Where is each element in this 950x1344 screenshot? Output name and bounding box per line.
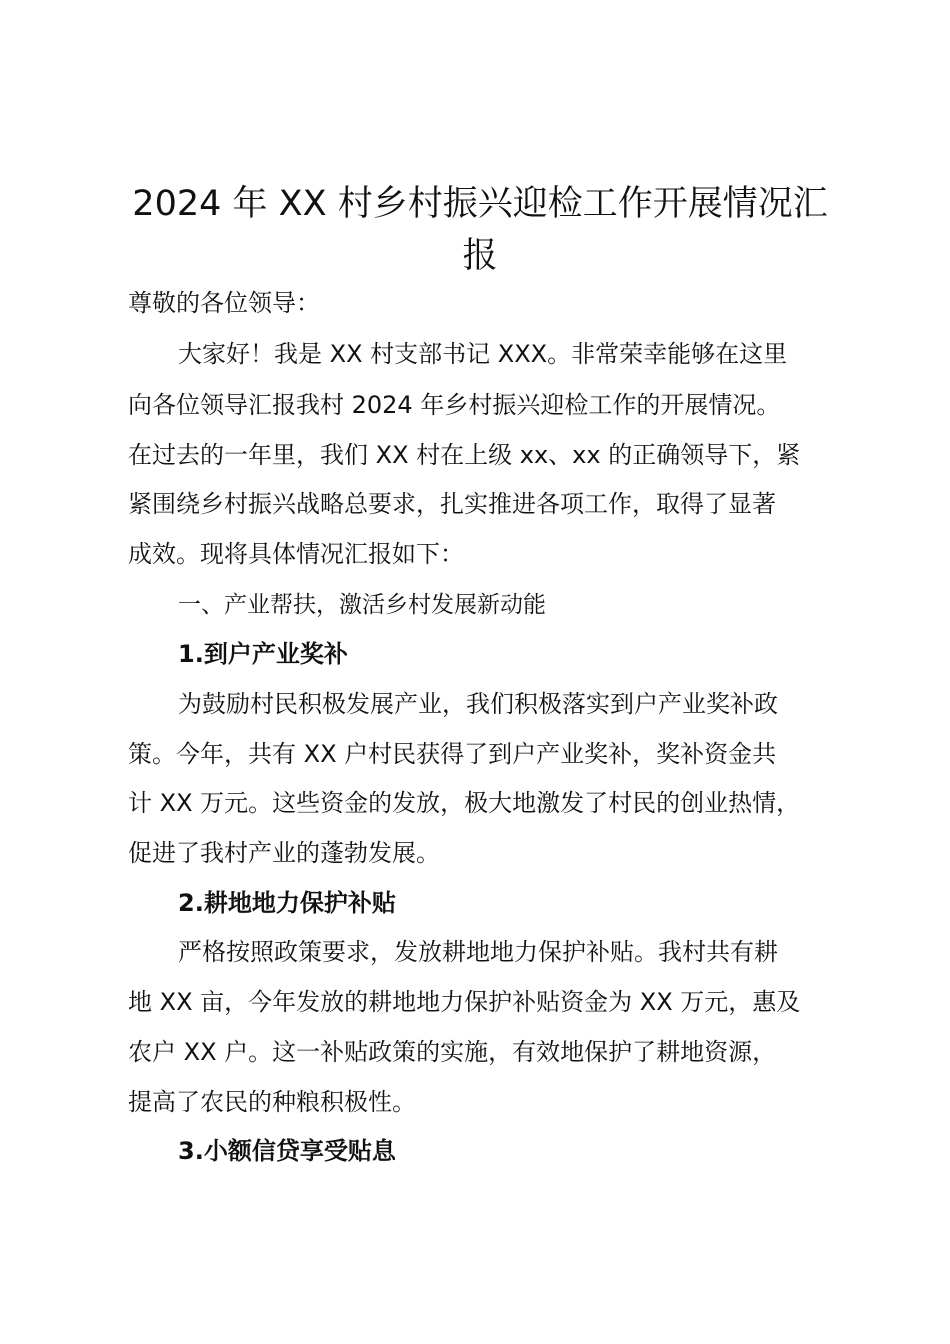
body-line: 策。今年，共有 XX 户村民获得了到户产业奖补，奖补资金共	[128, 740, 777, 768]
body-line: 促进了我村产业的蓬勃发展。	[128, 839, 440, 867]
intro-line: 向各位领导汇报我村 2024 年乡村振兴迎检工作的开展情况。	[128, 391, 781, 419]
body-line: 严格按照政策要求，发放耕地地力保护补贴。我村共有耕	[178, 938, 778, 966]
intro-line: 大家好！我是 XX 村支部书记 XXX。非常荣幸能够在这里	[178, 340, 788, 368]
section-heading-1: 一、产业帮扶，激活乡村发展新动能	[178, 592, 546, 618]
body-line: 为鼓励村民积极发展产业，我们积极落实到户产业奖补政	[178, 690, 778, 718]
intro-line: 成效。现将具体情况汇报如下：	[128, 540, 464, 568]
body-line: 地 XX 亩，今年发放的耕地地力保护补贴资金为 XX 万元，惠及	[128, 988, 801, 1016]
document-title: 2024 年 XX 村乡村振兴迎检工作开展情况汇报	[132, 184, 828, 276]
intro-line: 紧围绕乡村振兴战略总要求，扎实推进各项工作，取得了显著	[128, 490, 776, 518]
intro-line: 在过去的一年里，我们 XX 村在上级 xx、xx 的正确领导下，紧	[128, 441, 801, 469]
body-line: 计 XX 万元。这些资金的发放，极大地激发了村民的创业热情，	[128, 789, 801, 817]
body-line: 提高了农民的种粮积极性。	[128, 1088, 416, 1116]
subsection-heading-2: 2.耕地地力保护补贴	[178, 889, 396, 917]
body-line: 农户 XX 户。这一补贴政策的实施，有效地保护了耕地资源，	[128, 1038, 777, 1066]
subsection-heading-1: 1.到户产业奖补	[178, 640, 348, 668]
salutation: 尊敬的各位领导：	[128, 289, 320, 317]
subsection-heading-3: 3.小额信贷享受贴息	[178, 1137, 396, 1165]
